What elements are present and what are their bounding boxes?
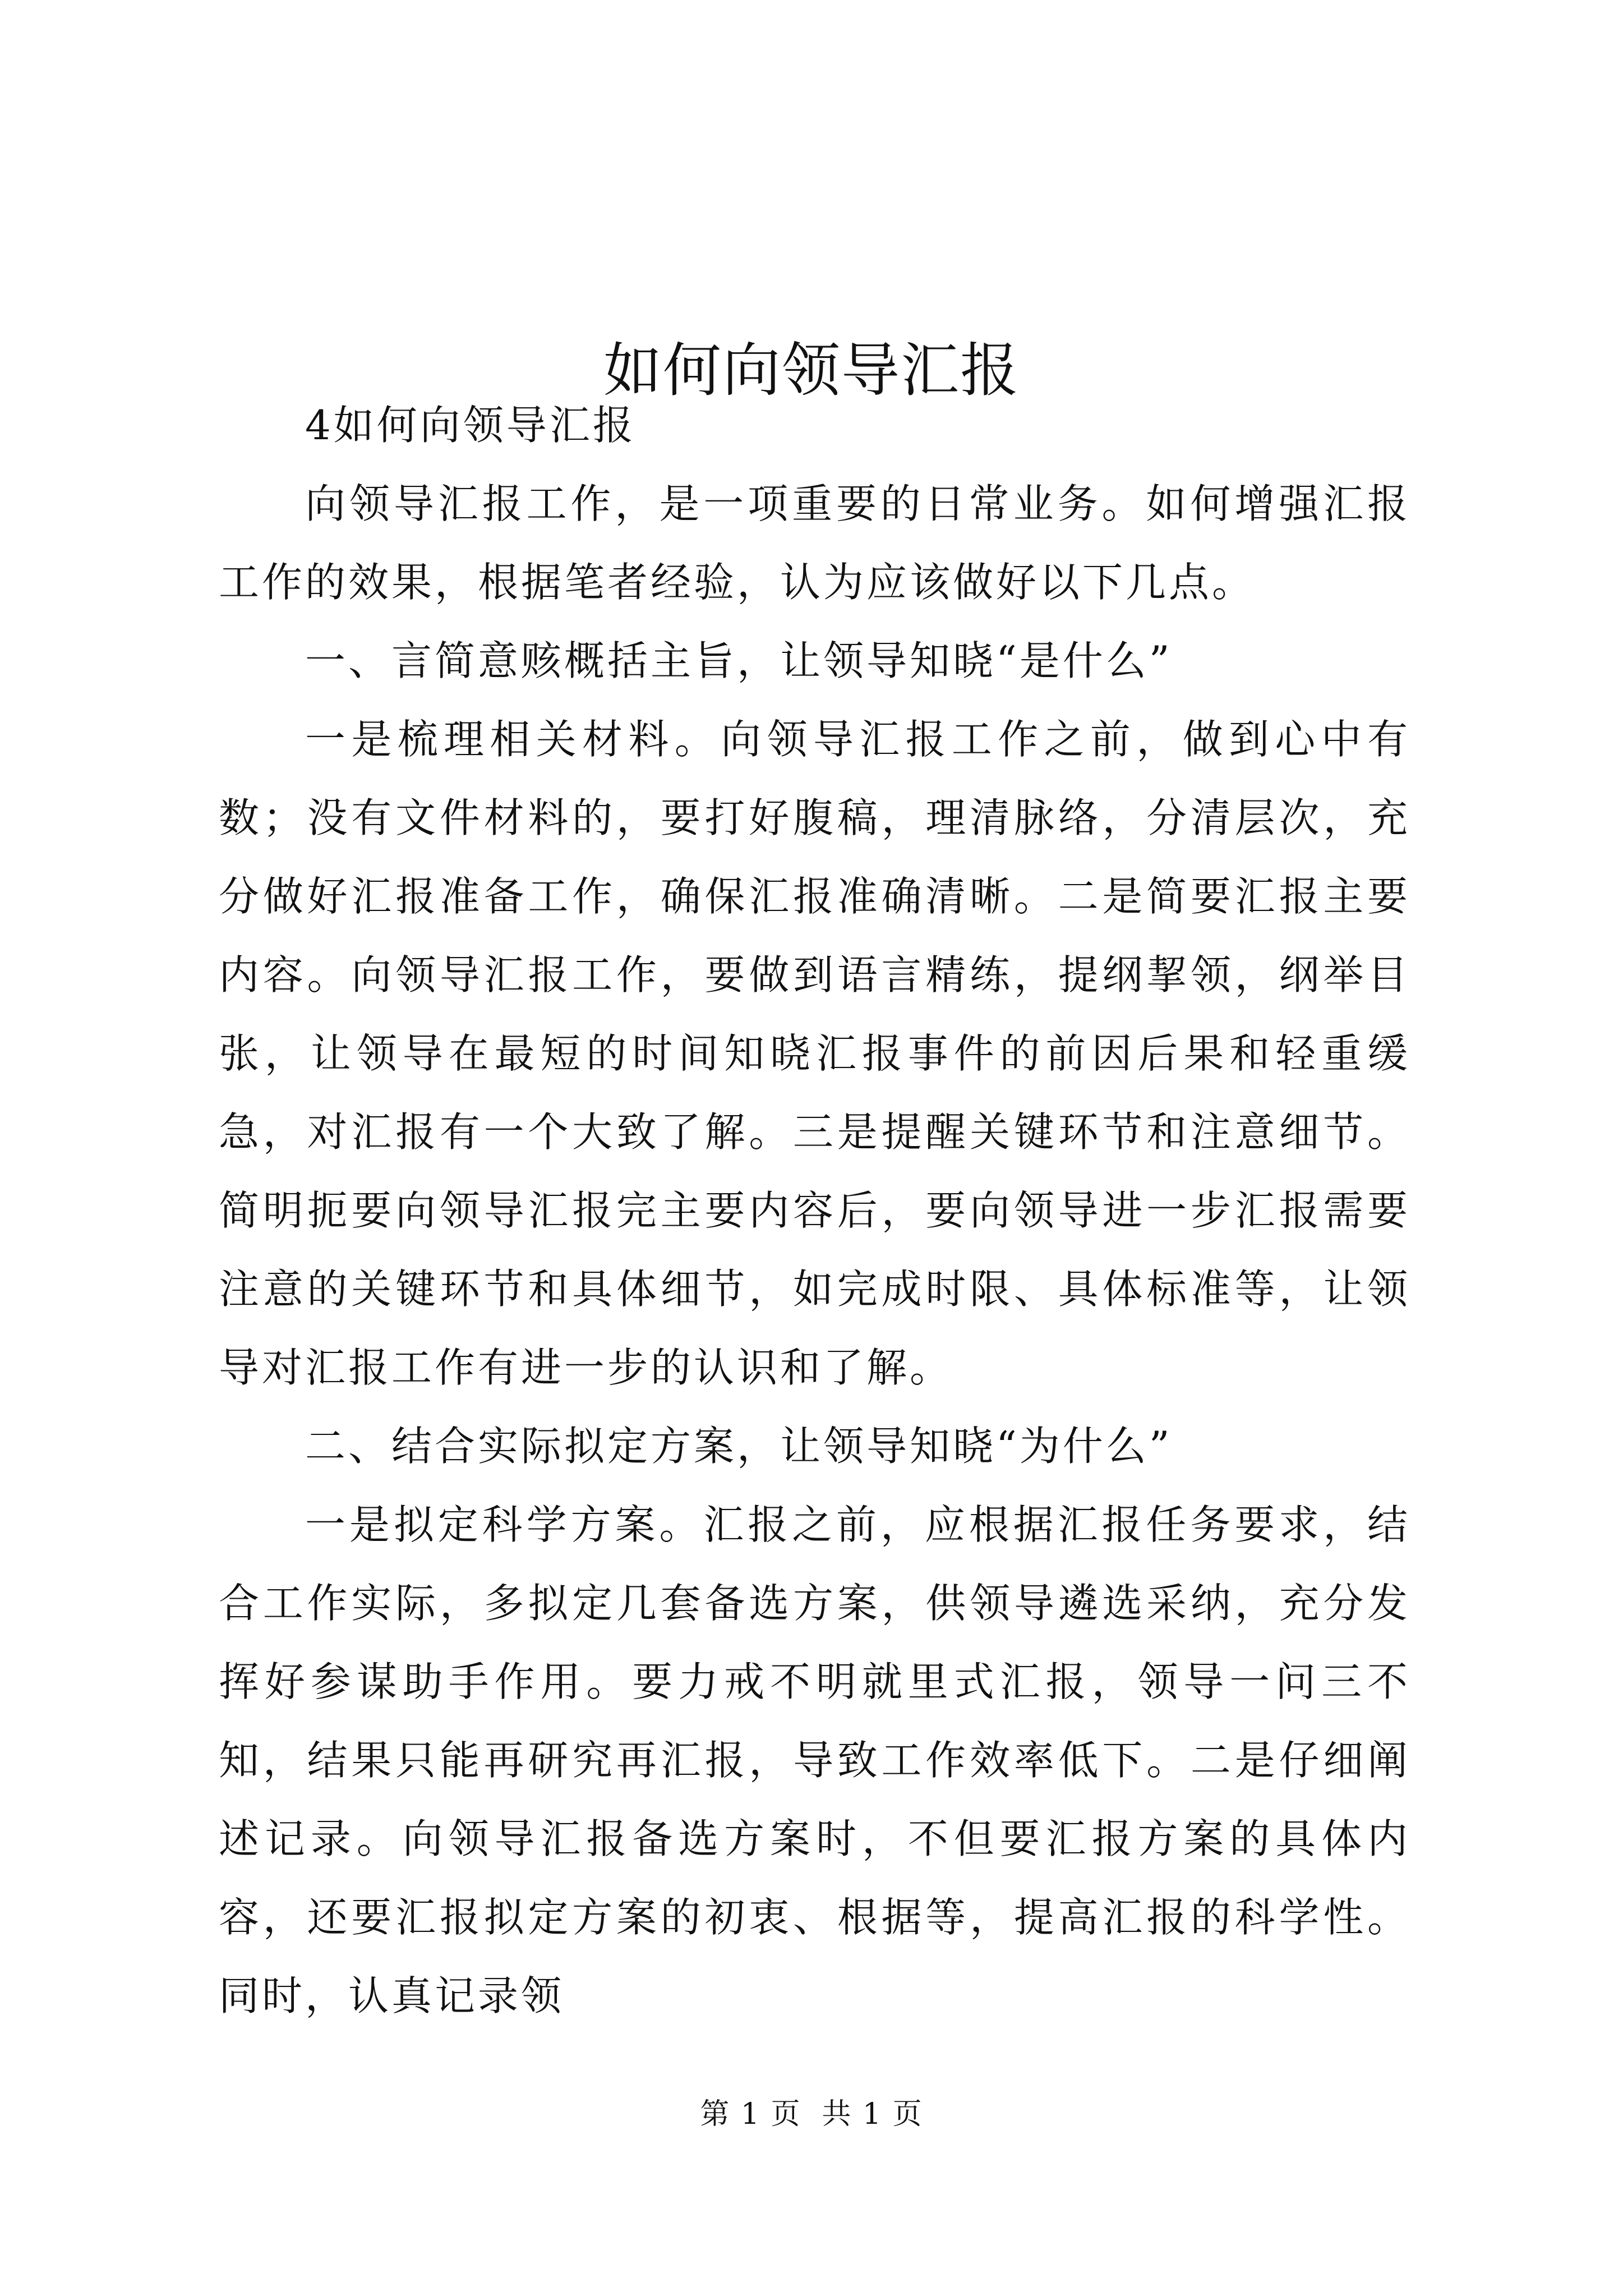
intro-paragraph: 向领导汇报工作，是一项重要的日常业务。如何增强汇报工作的效果，根据笔者经验，认为应该做好以下几点。: [219, 480, 1410, 606]
page-footer: [0, 2095, 1623, 2134]
page-title: 如何向领导汇报: [603, 335, 1020, 404]
section-2-body: 一是拟定科学方案。汇报之前，应根据汇报任务要求，结合工作实际，多拟定几套备选方案，供领导遴选采纳，充分发挥好参谋助手作用。要力戒不明就里式汇报，领导一问三不知，结果只能再研究再汇报，导致工作效率低下。二是仔细阐述记录。向领导汇报备选方案时，不但要汇报方案的具体内容，还要汇报拟定方案的初衷、根据等，提高汇报的科学性。同时，认真记录领: [219, 1501, 1410, 2019]
section-heading-2: 二、结合实际拟定方案，让领导知晓“为什么”: [305, 1423, 1173, 1470]
subtitle-paragraph: 4如何向领导汇报: [305, 402, 636, 449]
document-body: [219, 386, 1410, 2035]
page-number-label: 第 1 页 共 1 页: [700, 2097, 923, 2131]
section-1-body: 一是梳理相关材料。向领导汇报工作之前，做到心中有数；没有文件材料的，要打好腹稿，理清脉络，分清层次，充分做好汇报准备工作，确保汇报准确清晰。二是简要汇报主要内容。向领导汇报工作，要做到语言精练，提纲挈领，纲举目张，让领导在最短的时间知晓汇报事件的前因后果和轻重缓急，对汇报有一个大致了解。三是提醒关键环节和注意细节。简明扼要向领导汇报完主要内容后，要向领导进一步汇报需要注意的关键环节和具体细节，如完成时限、具体标准等，让领导对汇报工作有进一步的认识和了解。: [219, 716, 1410, 1391]
section-heading-1: 一、言简意赅概括主旨，让领导知晓“是什么”: [305, 637, 1173, 684]
